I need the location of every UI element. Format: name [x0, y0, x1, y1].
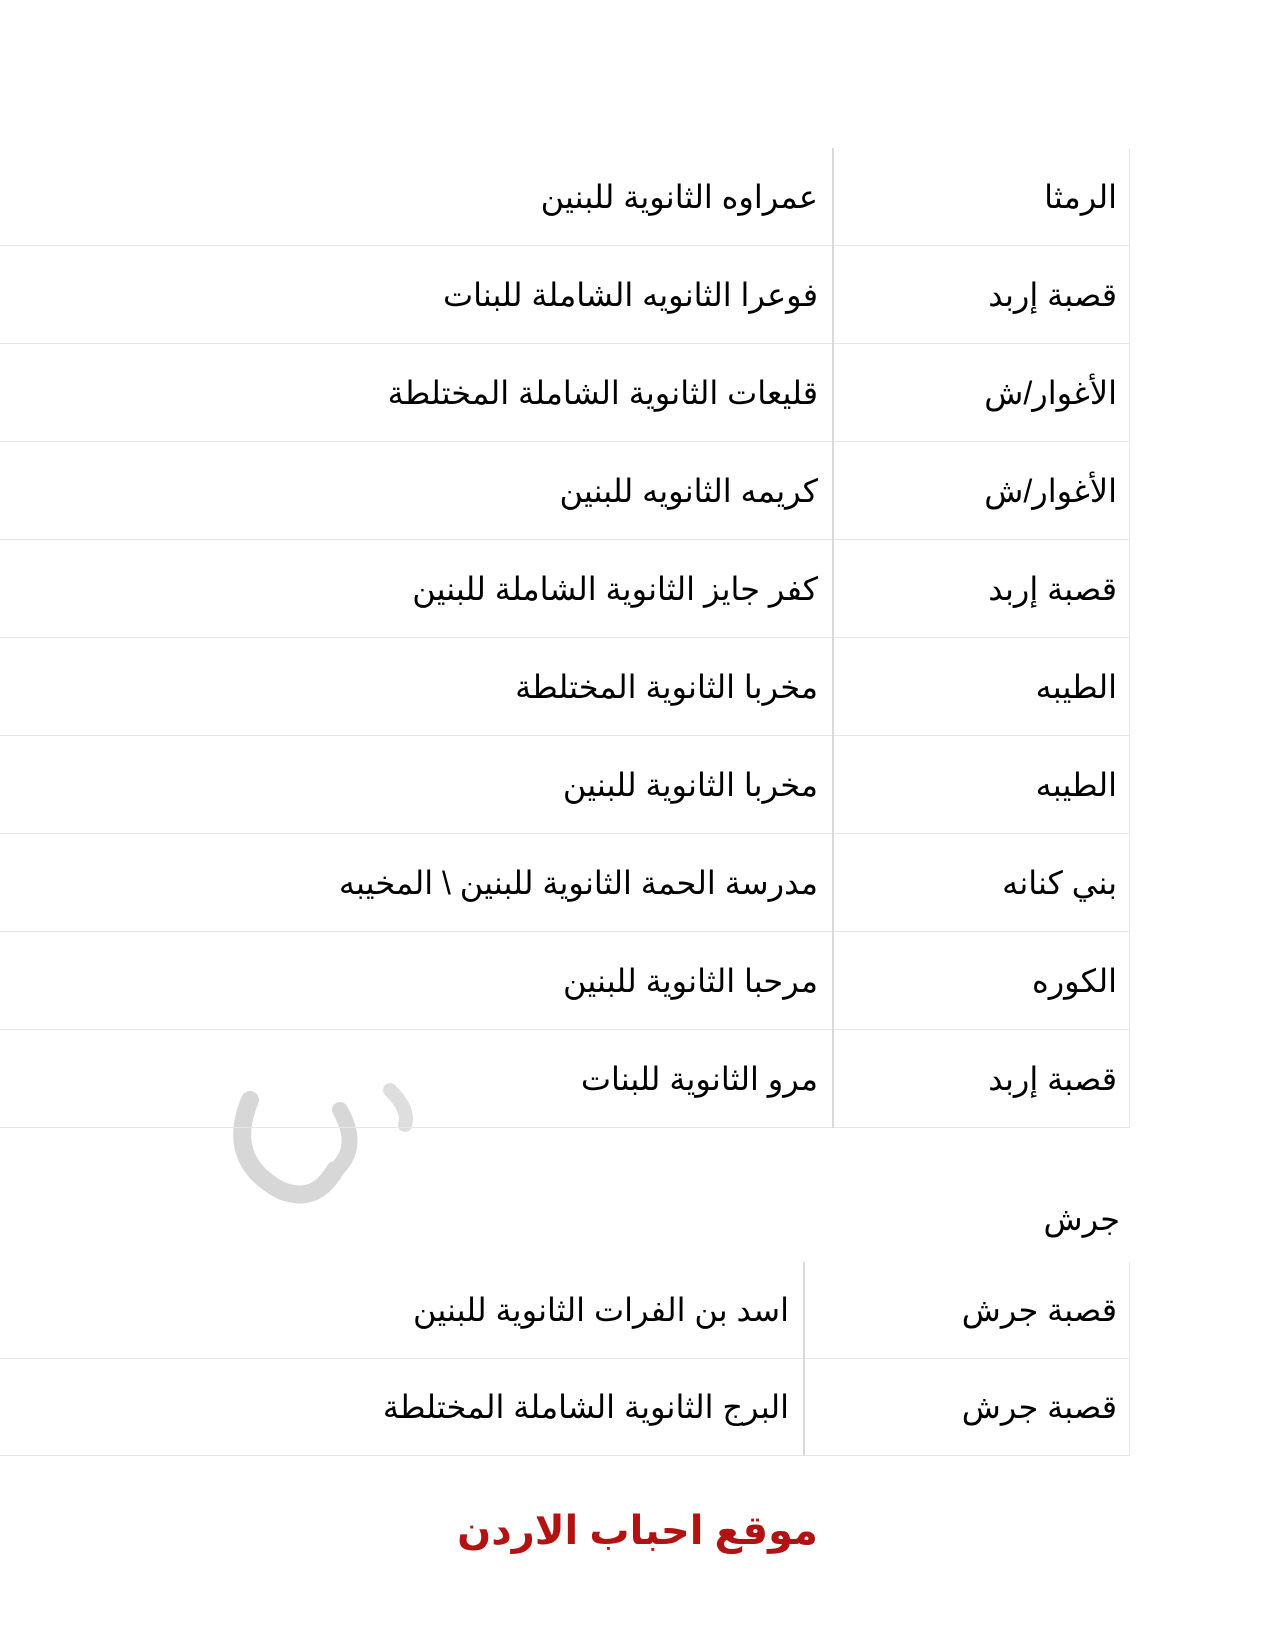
table-row	[0, 1030, 1130, 1128]
area-cell: قصبة إربد	[833, 246, 1130, 344]
site-name-link[interactable]: موقع احباب الاردن	[457, 1509, 818, 1553]
table-row	[0, 932, 1130, 1030]
school-cell: عمراوه الثانوية للبنين	[0, 148, 833, 246]
table-row	[0, 246, 1130, 344]
area-cell: الأغوار/ش	[833, 344, 1130, 442]
table-row	[0, 148, 1130, 246]
area-cell: الأغوار/ش	[833, 442, 1130, 540]
table-row	[0, 1262, 1130, 1359]
area-cell: قصبة جرش	[804, 1359, 1130, 1456]
table-row	[0, 736, 1130, 834]
area-cell: الطيبه	[833, 736, 1130, 834]
area-cell: الكوره	[833, 932, 1130, 1030]
area-cell: قصبة إربد	[833, 1030, 1130, 1128]
area-cell: قصبة جرش	[804, 1262, 1130, 1359]
school-cell: مرحبا الثانوية للبنين	[0, 932, 833, 1030]
table-row	[0, 442, 1130, 540]
school-cell: كفر جايز الثانوية الشاملة للبنين	[0, 540, 833, 638]
area-cell: الرمثا	[833, 148, 1130, 246]
table-row	[0, 638, 1130, 736]
table-row	[0, 834, 1130, 932]
school-cell: مرو الثانوية للبنات	[0, 1030, 833, 1128]
area-cell: بني كنانه	[833, 834, 1130, 932]
school-cell: فوعرا الثانويه الشاملة للبنات	[0, 246, 833, 344]
school-cell: مخربا الثانوية للبنين	[0, 736, 833, 834]
school-cell: البرج الثانوية الشاملة المختلطة	[0, 1359, 804, 1456]
section-title: جرش	[1043, 1201, 1120, 1237]
school-cell: مخربا الثانوية المختلطة	[0, 638, 833, 736]
area-cell: قصبة إربد	[833, 540, 1130, 638]
school-cell: اسد بن الفرات الثانوية للبنين	[0, 1262, 804, 1359]
schools-table	[0, 148, 1130, 1128]
school-cell: كريمه الثانويه للبنين	[0, 442, 833, 540]
school-cell: قليعات الثانوية الشاملة المختلطة	[0, 344, 833, 442]
school-cell: مدرسة الحمة الثانوية للبنين \ المخيبه	[0, 834, 833, 932]
jerash-schools-table	[0, 1262, 1130, 1456]
table-row	[0, 1359, 1130, 1456]
area-cell: الطيبه	[833, 638, 1130, 736]
table-row	[0, 344, 1130, 442]
table-row	[0, 540, 1130, 638]
